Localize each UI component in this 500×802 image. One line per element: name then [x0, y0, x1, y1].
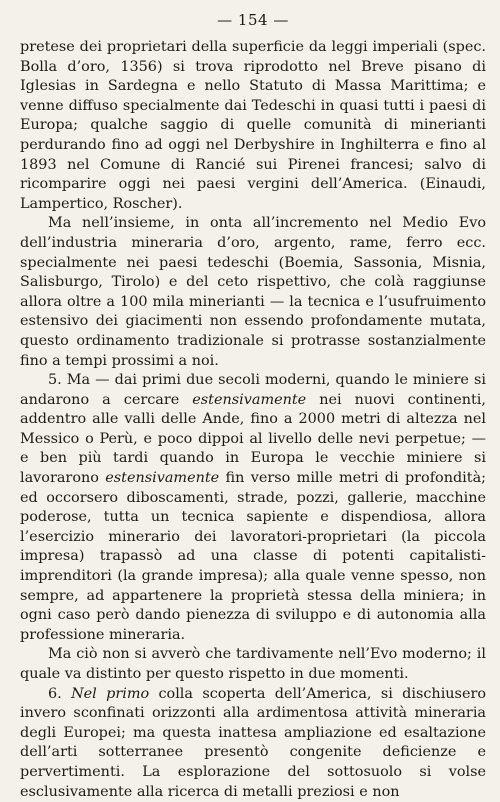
paragraph-5 — [20, 685, 486, 802]
paragraph-3-text-a: 5. Ma — dai primi due secoli moderni, quando le miniere si andarono a cercare — [20, 372, 486, 408]
paragraph-2 — [20, 214, 486, 371]
paragraph-3-italic-a: estensivamente — [192, 391, 307, 408]
paragraph-3-text-b: nei nuovi continenti, addentro alle valli delle Ande, fino a 2000 metri di altezza nel Messico o Perù, e poco dippoi al livello delle nevi perpetue; — e ben più tardi quando in Europa le vecchie miniere si lavorarono — [20, 391, 486, 487]
paragraph-5-italic: Nel primo — [71, 685, 150, 702]
paragraph-5-text-a: 6. — [48, 685, 72, 702]
paragraph-4-text: Ma ciò non si avverò che tardivamente nell’Evo moderno; il quale va distinto per questo rispetto in due momenti. — [20, 646, 486, 682]
paragraph-2-text: Ma nell’insieme, in onta all’incremento nel Medio Evo dell’industria mineraria d’oro, argento, rame, ferro ecc. specialmente nei paesi tedeschi (Boemia, Sassonia, Misnia, Salisburgo, Tirolo) e del ceto rispettivo, che colà raggiunse allora oltre a 100 mila minerianti — la tecnica e l’usufruimento estensivo dei giacimenti non essendo profondamente mutata, questo ordinamento tradizionale si protrasse sostanzialmente fino a tempi prossimi a noi. — [20, 215, 486, 369]
paragraph-3-text-c: fin verso mille metri di profondità; ed occorsero diboscamenti, strade, pozzi, gallerie, macchine poderose, tutta un tecnica sapiente e dispendiosa, allora l’esercizio minerario dei lavoratori-proprietari (la piccola impresa) trapassò ad una classe di potenti capitalisti-imprenditori (la grande impresa); alla quale venne spesso, non sempre, ad appartenere la proprietà stessa della miniera; in ogni caso però dando pienezza di sviluppo e di autonomia alla professione mineraria. — [20, 470, 486, 643]
page-number: — 154 — — [217, 11, 289, 29]
paragraph-4 — [20, 645, 486, 684]
body-text — [20, 38, 486, 802]
paragraph-1 — [20, 38, 486, 214]
paragraph-3 — [20, 371, 486, 645]
paragraph-1-text: pretese dei proprietari della superficie da leggi imperiali (spec. Bolla d’oro, 1356) si trova riprodotto nel Breve pisano di Iglesias in Sardegna e nello Statuto di Massa Marittima; e venne diffuso specialmente dai Tedeschi in quasi tutti i paesi di Europa; qualche saggio di quelle comunità di minerianti perdurando fino ad oggi nel Derbyshire in Inghilterra e fino al 1893 nel Comune di Rancié sui Pirenei francesi; salvo di ricomparire oggi nei paesi vergini dell’America. (Einaudi, Lampertico, Roscher). — [20, 39, 486, 212]
paragraph-3-italic-b: estensivamente — [105, 470, 220, 487]
paragraph-5-text-b: colla scoperta dell’America, si dischiusero invero sconfinati orizzonti alla ardimentosa attività mineraria degli Europei; ma questa inattesa ampliazione ed esaltazione dell’arti sotterranee presentò congenite deficienze e pervertimenti. La esplorazione del sottosuolo si volse esclusivamente alla ricerca di metalli preziosi e non — [20, 685, 487, 800]
